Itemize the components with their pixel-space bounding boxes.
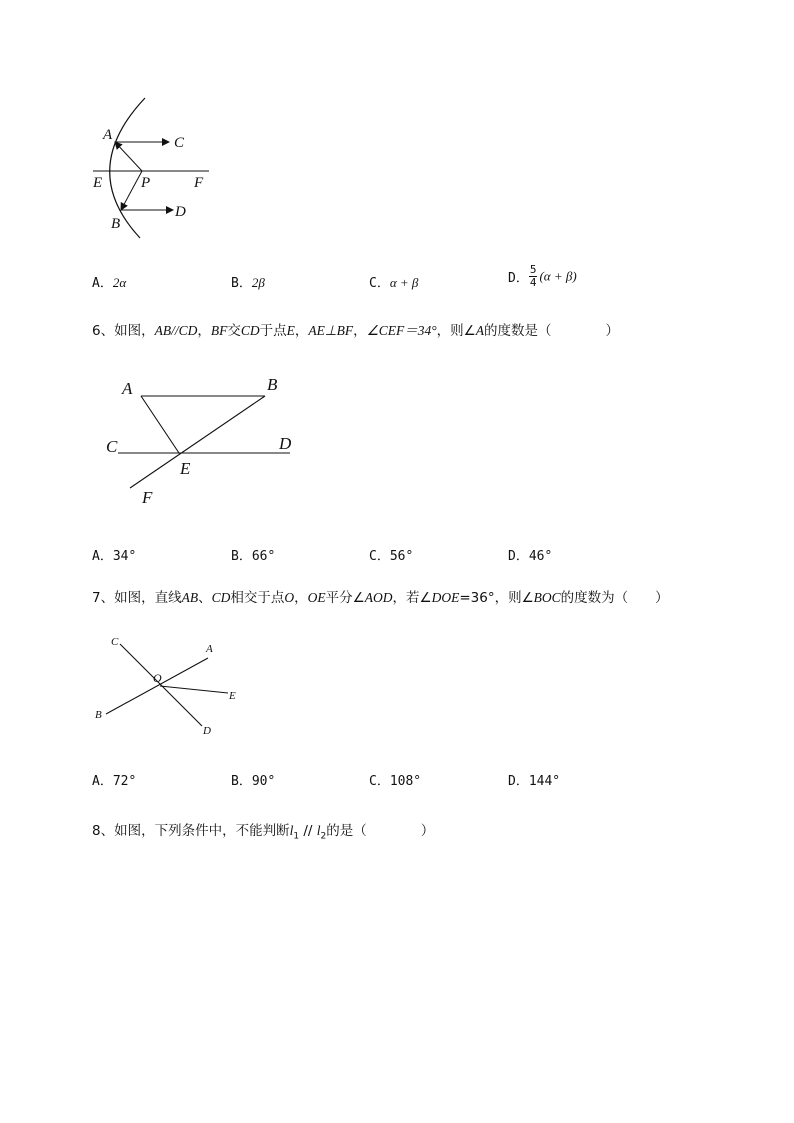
label-a: A (122, 379, 133, 398)
q5-figure (85, 92, 220, 244)
q7-question: 7、如图，直线AB、CD相交于点O，OE平分∠AOD，若∠DOE=36°，则∠BOC的度数为（ ） (92, 590, 669, 606)
label-d: D (203, 725, 211, 737)
label-a: A (103, 127, 113, 143)
label-f: F (194, 175, 204, 191)
label-p: P (141, 175, 151, 191)
q5-option-d[interactable]: D． $\frac{5}{4}$ (α + β) (508, 263, 577, 289)
q6-option-d[interactable]: D．46° (508, 549, 553, 564)
q7-option-d[interactable]: D．144° (508, 774, 561, 789)
label-f: F (142, 488, 153, 507)
label-e: E (229, 690, 236, 702)
label-c: C (174, 135, 185, 151)
line-cd (120, 644, 202, 726)
q6-option-c[interactable]: C．56° (369, 549, 414, 564)
label-c: C (106, 437, 118, 456)
q8-question: 8、如图，下列条件中，不能判断$l_1 // l_2$的是（ ） (92, 823, 435, 842)
label-d: D (279, 434, 292, 453)
q5-option-c[interactable]: C．α + β (369, 275, 419, 291)
label-b: B (95, 709, 102, 721)
ray-oe (160, 686, 228, 693)
label-e: E (180, 459, 191, 478)
q6-question: 6、如图，AB//CD，BF交CD于点E，AE⊥BF，∠CEF＝34°，则∠A的度数是（ ） (92, 323, 619, 339)
q7-option-c[interactable]: C．108° (369, 774, 422, 789)
q7-option-a[interactable]: A．72° (92, 774, 137, 789)
label-a: A (206, 643, 213, 655)
q7-figure (90, 630, 250, 740)
ray-pb (121, 171, 142, 210)
label-c: C (111, 636, 119, 648)
line-ab (106, 658, 208, 714)
fraction: $\frac{5}{4}$ (529, 263, 537, 289)
ray-pa (115, 142, 142, 171)
q5-option-a[interactable]: A．2α (92, 275, 127, 291)
q6-option-b[interactable]: B．66° (231, 549, 276, 564)
label-b: B (111, 216, 121, 232)
segment-ae (141, 396, 179, 453)
q7-option-b[interactable]: B．90° (231, 774, 276, 789)
label-e: E (93, 175, 103, 191)
label-d: D (175, 204, 186, 220)
q6-option-a[interactable]: A．34° (92, 549, 137, 564)
label-b: B (267, 375, 278, 394)
label-o: O (153, 671, 162, 685)
q5-option-b[interactable]: B．2β (231, 275, 265, 291)
q6-figure (100, 370, 310, 510)
